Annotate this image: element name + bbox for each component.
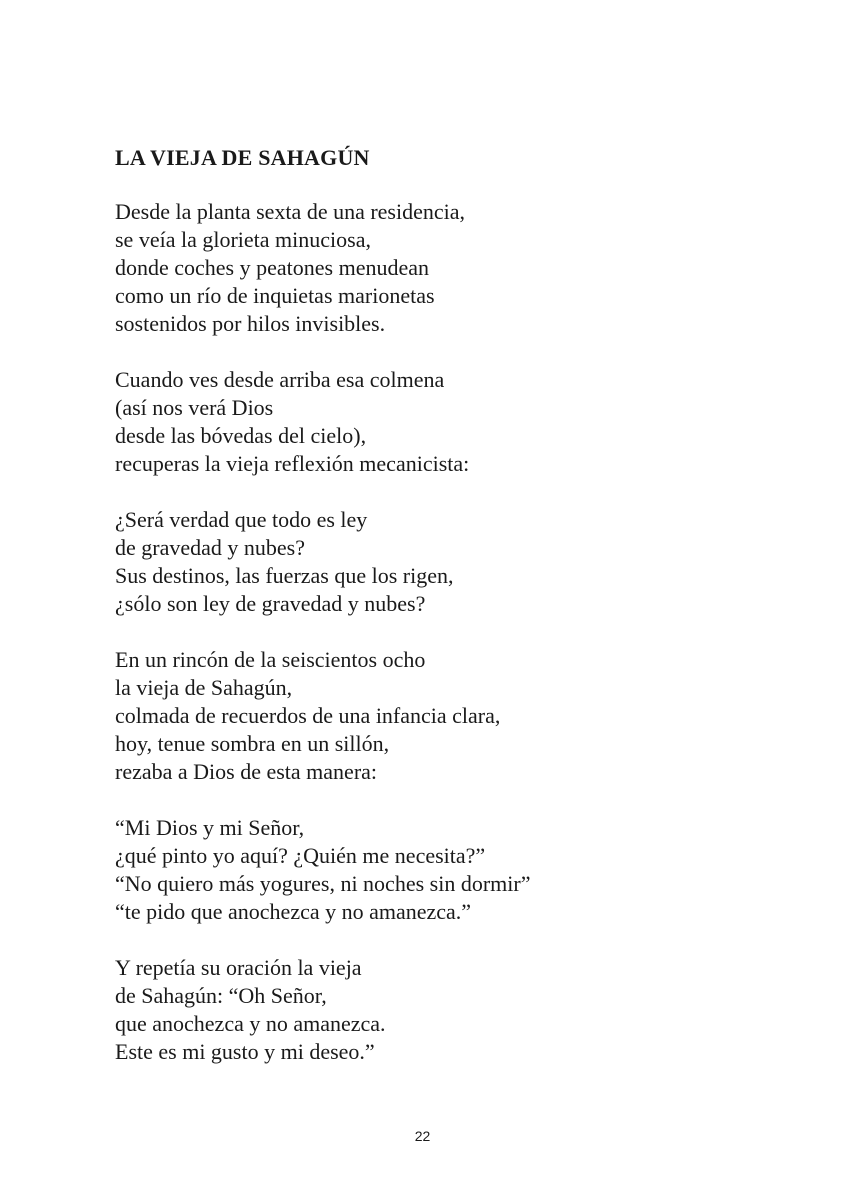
- poem-line: ¿Será verdad que todo es ley: [115, 507, 368, 532]
- poem-line: Sus destinos, las fuerzas que los rigen,: [115, 563, 454, 588]
- stanza: [115, 814, 815, 926]
- poem-line: sostenidos por hilos invisibles.: [115, 311, 386, 336]
- poem-line: de gravedad y nubes?: [115, 535, 305, 560]
- page-number: 22: [414, 1128, 431, 1144]
- poem-line: ¿sólo son ley de gravedad y nubes?: [115, 591, 426, 616]
- poem-title: LA VIEJA DE SAHAGÚN: [115, 145, 370, 170]
- poem-line: Este es mi gusto y mi deseo.”: [115, 1039, 375, 1064]
- stanza: [115, 366, 815, 478]
- poem-line: ¿qué pinto yo aquí? ¿Quién me necesita?”: [115, 843, 486, 868]
- poem-line: Cuando ves desde arriba esa colmena: [115, 367, 445, 392]
- poem-line: la vieja de Sahagún,: [115, 675, 293, 700]
- poem-line: Desde la planta sexta de una residencia,: [115, 199, 466, 224]
- poem-line: (así nos verá Dios: [115, 395, 274, 420]
- poem-line: de Sahagún: “Oh Señor,: [115, 983, 327, 1008]
- poem-line: rezaba a Dios de esta manera:: [115, 759, 378, 784]
- poem-line: En un rincón de la seiscientos ocho: [115, 647, 426, 672]
- poem-line: se veía la glorieta minuciosa,: [115, 227, 371, 252]
- stanza: [115, 198, 815, 338]
- poem-line: “No quiero más yogures, ni noches sin dormir”: [115, 871, 531, 896]
- poem-line: “Mi Dios y mi Señor,: [115, 815, 305, 840]
- poem-body: [115, 198, 815, 1094]
- poem-line: colmada de recuerdos de una infancia clara,: [115, 703, 501, 728]
- poem-line: donde coches y peatones menudean: [115, 255, 429, 280]
- poem-line: “te pido que anochezca y no amanezca.”: [115, 899, 472, 924]
- poem-line: hoy, tenue sombra en un sillón,: [115, 731, 390, 756]
- stanza: [115, 506, 815, 618]
- poem-line: recuperas la vieja reflexión mecanicista:: [115, 451, 470, 476]
- stanza: [115, 646, 815, 786]
- poem-line: Y repetía su oración la vieja: [115, 955, 362, 980]
- poem-line: como un río de inquietas marionetas: [115, 283, 435, 308]
- poem-line: que anochezca y no amanezca.: [115, 1011, 386, 1036]
- stanza: [115, 954, 815, 1066]
- poem-line: desde las bóvedas del cielo),: [115, 423, 367, 448]
